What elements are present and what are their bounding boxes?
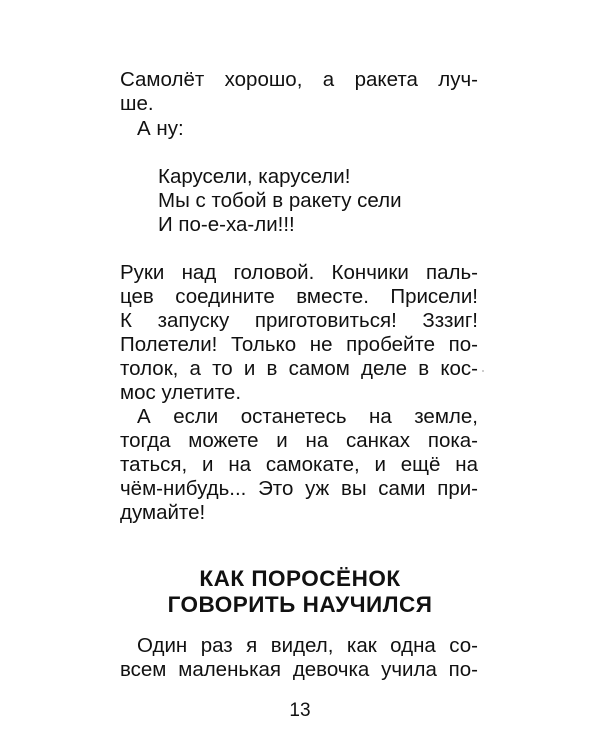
paragraph-line: Самолёт хорошо, а ракета луч- (120, 68, 478, 91)
paragraph-line: Полетели! Только не пробейте по- (120, 333, 478, 356)
paragraph-line: А ну: (137, 117, 184, 140)
paragraph-line: мос улетите. (120, 381, 242, 404)
paragraph-line: толок, а то и в самом деле в кос- (120, 357, 478, 380)
paragraph-line: таться, и на самокате, и ещё на (120, 453, 478, 476)
paragraph-line: чём-нибудь... Это уж вы сами при- (120, 477, 478, 500)
paragraph-line: Руки над головой. Кончики паль- (120, 261, 478, 284)
section-heading-line: ГОВОРИТЬ НАУЧИЛСЯ (167, 592, 433, 617)
paragraph-line: А если останетесь на земле, (137, 405, 478, 428)
paragraph-line: всем маленькая девочка учила по- (120, 658, 478, 681)
paragraph-line: цев соедините вместе. Присели! (120, 285, 478, 308)
paragraph-line: Один раз я видел, как одна со- (137, 634, 478, 657)
page-number: 13 (289, 700, 311, 721)
print-speck (482, 370, 484, 372)
section-heading-line: КАК ПОРОСЁНОК (199, 566, 401, 591)
verse-line: И по-е-ха-ли!!! (158, 213, 295, 236)
verse-line: Мы с тобой в ракету сели (158, 189, 402, 212)
paragraph-line: ше. (120, 92, 154, 115)
verse-line: Карусели, карусели! (158, 165, 351, 188)
paragraph-line: думайте! (120, 501, 206, 524)
paragraph-line: тогда можете и на санках пока- (120, 429, 478, 452)
paragraph-line: К запуску приготовиться! Зззиг! (120, 309, 478, 332)
